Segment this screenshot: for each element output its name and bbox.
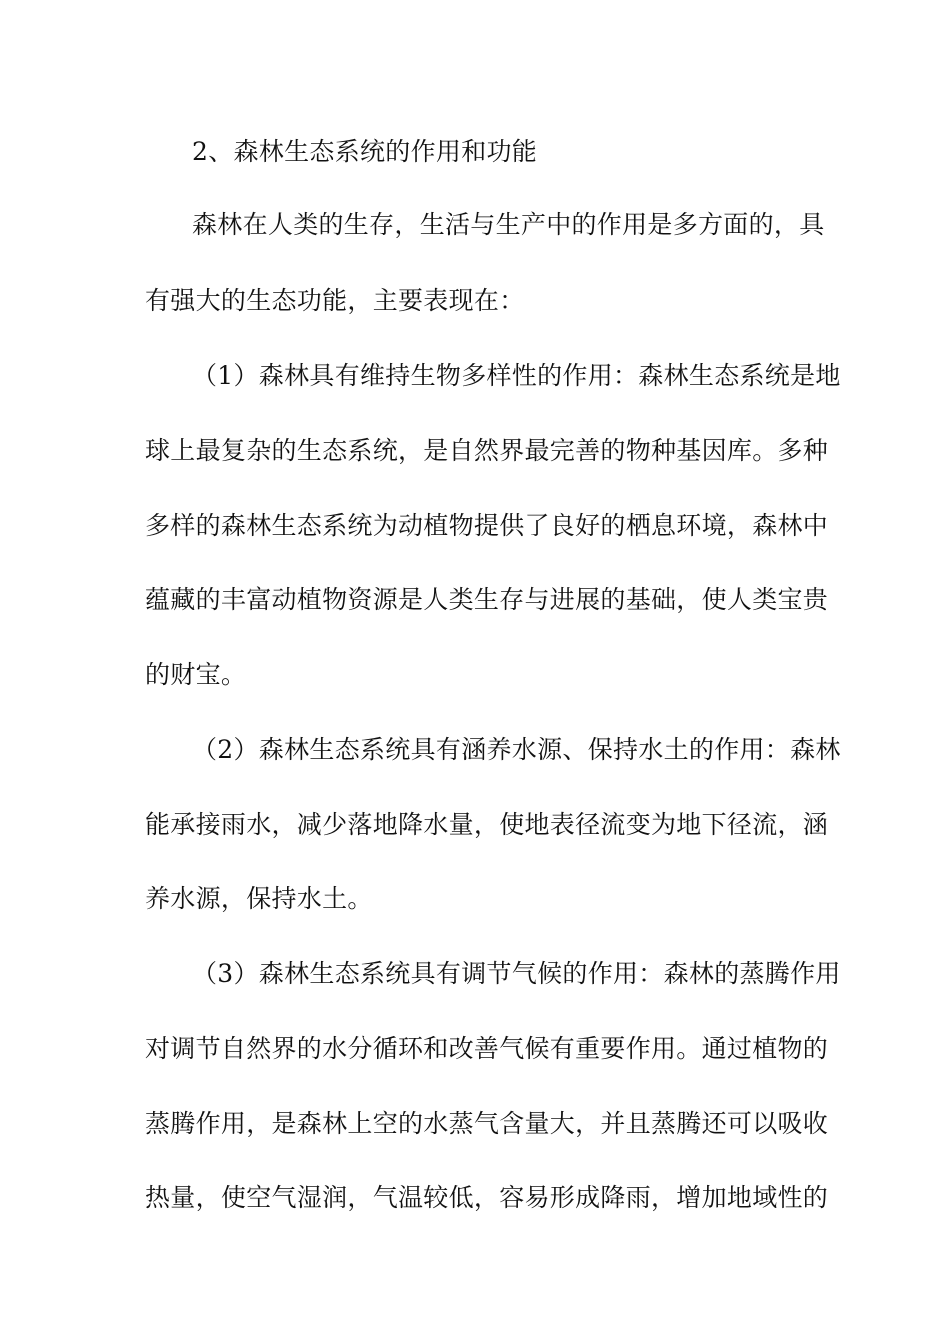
paragraph-line: 森林在人类的生存，生活与生产中的作用是多方面的，具 bbox=[192, 210, 825, 239]
paragraph-line: 热量，使空气湿润，气温较低，容易形成降雨，增加地域性的 bbox=[145, 1183, 829, 1212]
paragraph-line: 球上最复杂的生态系统，是自然界最完善的物种基因库。多种 bbox=[145, 436, 829, 465]
paragraph-line: 多样的森林生态系统为动植物提供了良好的栖息环境，森林中 bbox=[145, 511, 829, 540]
paragraph-line: 蕴藏的丰富动植物资源是人类生存与进展的基础，使人类宝贵 bbox=[145, 585, 829, 614]
paragraph-line: 养水源，保持水土。 bbox=[145, 884, 373, 913]
paragraph-line: （2）森林生态系统具有涵养水源、保持水土的作用：森林 bbox=[192, 735, 841, 764]
paragraph-line: 能承接雨水，减少落地降水量，使地表径流变为地下径流，涵 bbox=[145, 810, 829, 839]
paragraph-line: 蒸腾作用，是森林上空的水蒸气含量大，并且蒸腾还可以吸收 bbox=[145, 1109, 829, 1138]
paragraph-line: 有强大的生态功能，主要表现在： bbox=[145, 286, 525, 315]
paragraph-line: （1）森林具有维持生物多样性的作用：森林生态系统是地 bbox=[192, 361, 841, 390]
paragraph-line: 的财宝。 bbox=[145, 660, 247, 689]
paragraph-line: （3）森林生态系统具有调节气候的作用：森林的蒸腾作用 bbox=[192, 959, 841, 988]
paragraph-line: 对调节自然界的水分循环和改善气候有重要作用。通过植物的 bbox=[145, 1034, 829, 1063]
section-heading: 2、森林生态系统的作用和功能 bbox=[192, 137, 538, 166]
